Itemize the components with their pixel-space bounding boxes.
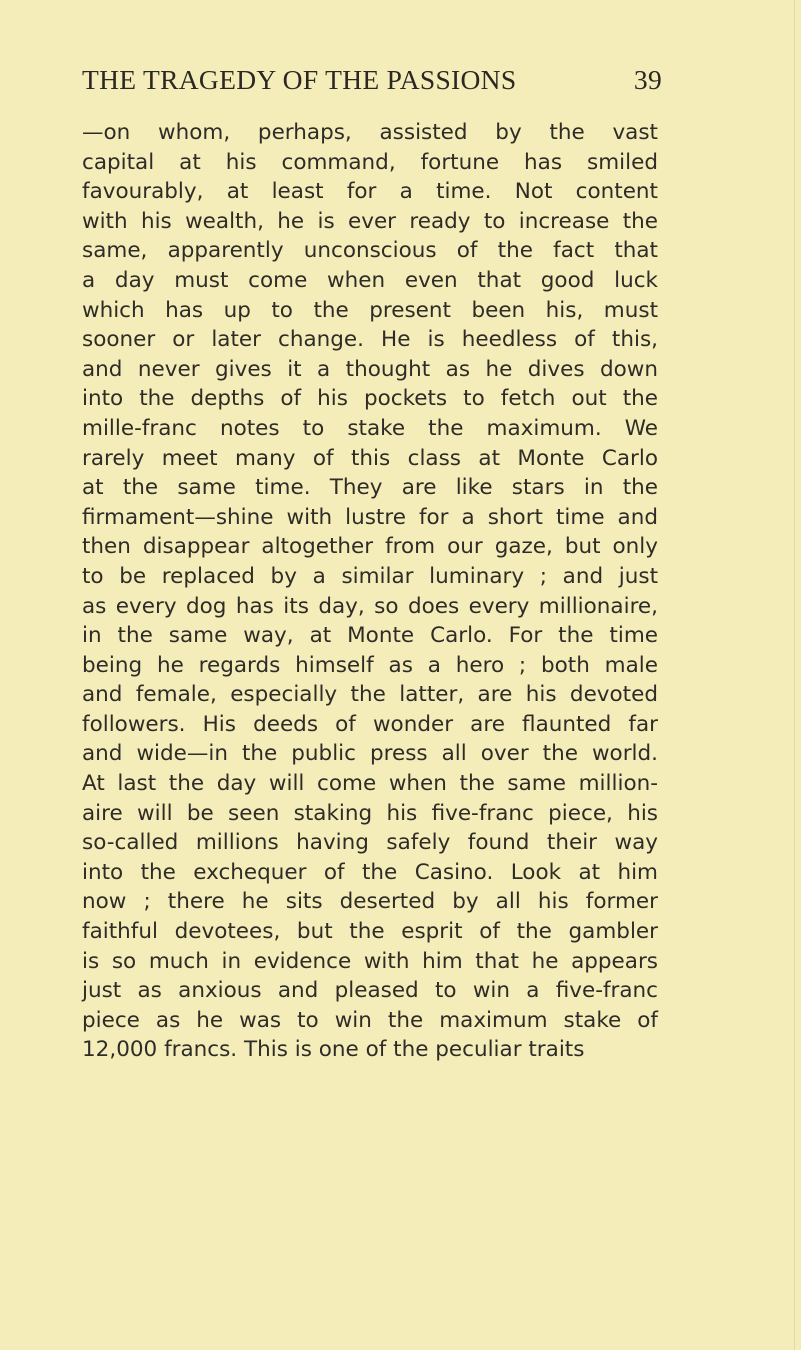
text-line: then disappear altogether from our gaze, but only: [82, 534, 658, 560]
text-line: sooner or later change. He is heedless of this,: [82, 327, 658, 353]
text-line: so-called millions having safely found their way: [82, 830, 658, 856]
text-line: with his wealth, he is ever ready to increase the: [82, 208, 658, 234]
text-line: capital at his command, fortune has smiled: [82, 149, 658, 175]
text-line: piece as he was to win the maximum stake of: [82, 1007, 658, 1033]
text-line: aire will be seen staking his five-franc piece, his: [82, 800, 658, 826]
text-line: mille-franc notes to stake the maximum. We: [82, 415, 658, 441]
text-line: and wide—in the public press all over the world.: [82, 741, 658, 767]
page-number: 39: [633, 64, 662, 95]
page-edge-divider: [794, 0, 795, 1350]
text-line: in the same way, at Monte Carlo. For the time: [82, 623, 658, 649]
body-text: [82, 118, 658, 1065]
text-line: At last the day will come when the same million-: [82, 771, 658, 797]
running-header: [82, 64, 662, 96]
text-line: rarely meet many of this class at Monte Carlo: [82, 445, 658, 471]
text-line: —on whom, perhaps, assisted by the vast: [82, 120, 658, 145]
text-line: a day must come when even that good luck: [82, 267, 658, 293]
text-line: just as anxious and pleased to win a five-franc: [82, 978, 658, 1004]
text-line: and female, especially the latter, are his devoted: [82, 682, 658, 708]
text-line: as every dog has its day, so does every millionaire,: [82, 593, 658, 619]
running-title: THE TRAGEDY OF THE PASSIONS: [82, 64, 517, 95]
text-line: same, apparently unconscious of the fact that: [82, 238, 658, 264]
text-line: now ; there he sits deserted by all his former: [82, 889, 658, 915]
text-line: favourably, at least for a time. Not content: [82, 179, 658, 205]
text-line: faithful devotees, but the esprit of the gambler: [82, 919, 658, 945]
text-line: and never gives it a thought as he dives down: [82, 356, 658, 382]
text-line: 12,000 francs. This is one of the peculiar traits: [82, 1037, 585, 1063]
text-line: into the depths of his pockets to fetch out the: [82, 386, 658, 412]
text-line: followers. His deeds of wonder are flaunted far: [82, 711, 658, 737]
text-line: firmament—shine with lustre for a short time and: [82, 504, 658, 530]
text-line: into the exchequer of the Casino. Look at him: [82, 859, 658, 885]
text-line: to be replaced by a similar luminary ; and just: [82, 563, 658, 589]
text-line: is so much in evidence with him that he appears: [82, 948, 658, 974]
text-line: being he regards himself as a hero ; both male: [82, 652, 658, 678]
text-line: which has up to the present been his, must: [82, 297, 658, 323]
text-line: at the same time. They are like stars in the: [82, 475, 658, 501]
